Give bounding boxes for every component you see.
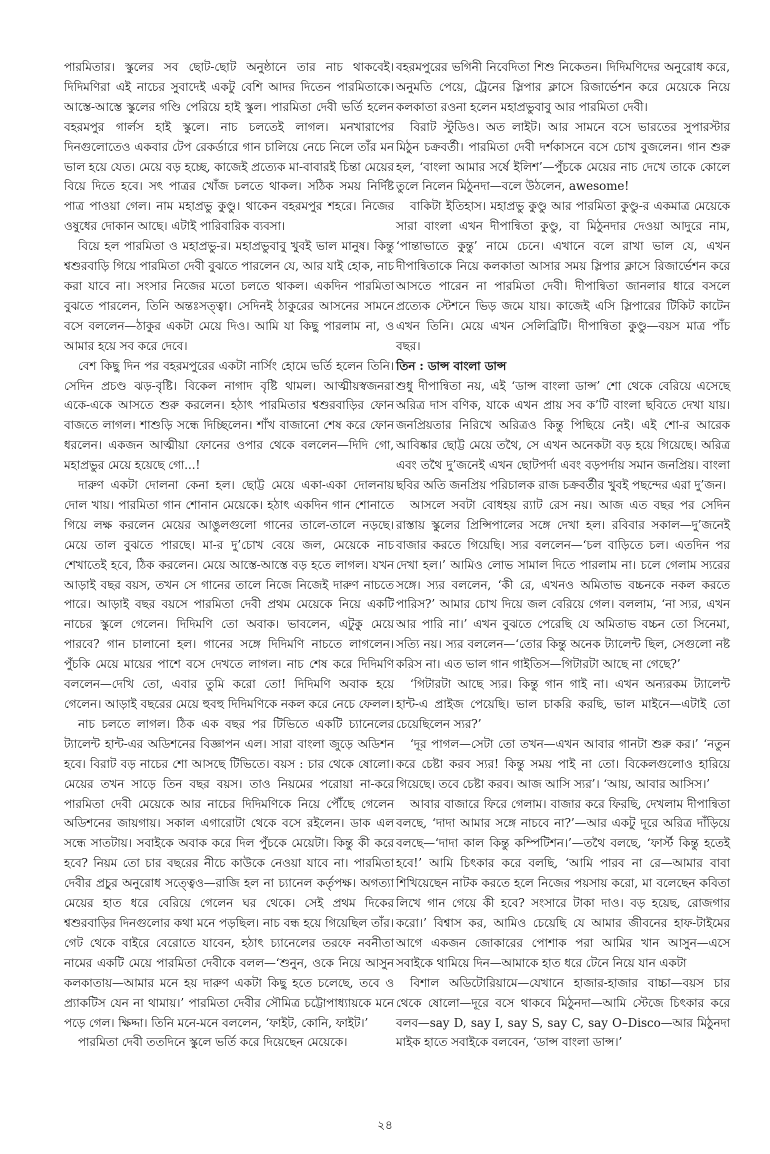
paragraph: আবার বাজারে ফিরে গেলাম। বাজার করে ফিরছি, দেখলাম দীপান্বিতা বলছে, ‘দাদা আমার সঙ্গে নাচবে না?’—আর একটু দূরে অরিত্র দাঁড়িয়ে বলছে—‘দাদা কাল কিন্তু কম্পিটিশন।’—তথৈ বলছে, ‘ফার্স্ট কিন্তু হতেই হবে!’ আমি চিৎকার করে বলছি, ‘আমি পারব না রে—আমার বাবা শিখিয়েছেন নাটক করতে হলে নিজের পয়সায় করো, মা বলেছেন কবিতা লিখে গান গেয়ে কী হবে? সংসারে টাকা দাও। বড় হয়েছ, রোজগার করো।’ বিশ্বাস কর, আমিও চেয়েছি যে আমার জীবনের হাফ-টাইমের আগে একজন জোকারের পোশাক পরা আমির খান আসুন—এসে সবাইকে থামিয়ে দিন—আমাকে হাত ধরে টেনে নিয়ে যান একটা xyxy=(396,796,730,970)
paragraph: ‘দূর পাগল—সেটা তো তখন—এখন আবার গানটা শুরু কর।’ ‘নতুন করে চেষ্টা করব স্যর! কিন্তু সময় পাই না তো। বিকেলগুলোও হারিয়ে গিয়েছে। তবে চেষ্টা করব। আজ আসি স্যর’। ‘আয়, আবার আসিস।’ xyxy=(396,736,730,791)
paragraph: নাচ চলতে লাগল। ঠিক এক বছর পর টিভিতে একটি চ্যানেলের ট্যালেন্ট হান্ট-এর অডিশনের বিজ্ঞাপন এল। সারা বাংলা জুড়ে অডিশন হবে। বিরাট বড় নাচের শো আসছে টিভিতে। বয়স : চার থেকে ষোলো। মেয়ের তখন সাড়ে তিন বছর বয়স। তাও নিয়মের পরোয়া না-করে পারমিতা দেবী মেয়েকে আর নাচের দিদিমণিকে নিয়ে পৌঁছে গেলেন অডিশনের জায়গায়। সকাল এগারোটা থেকে বসে রইলেন। ডাক এল সন্ধে সাতটায়। সবাইকে অবাক করে দিল পুঁচকে মেয়েটা। কিন্তু কী করে হবে? নিয়ম তো চার বছরের নীচে কাউকে নেওয়া যাবে না। পারমিতা দেবীর প্রচুর অনুরোধ সত্ত্বেও—রাজি হল না চ্যানেল কর্তৃপক্ষ। অগত্যা মেয়ের হাত ধরে বেরিয়ে গেলেন ঘর থেকে। সেই প্রথম দিকের শ্বশুরবাড়ির দিনগুলোর কথা মনে পড়ছিল। নাচ বন্ধ হয়ে গিয়েছিল তাঁর। গেট থেকে বাইরে বেরোতে যাবেন, হঠাৎ চ্যানেলের তরফে নবনীতা নামের একটি মেয়ে পারমিতা দেবীকে বলল—‘শুনুন, ওকে নিয়ে আসুন কলকাতায়—আমার মনে হয় দারুণ একটা কিছু হতে চলেছে, তবে ও প্র্যাকটিস যেন না থামায়।’ পারমিতা দেবীর সৌমিত্র চট্টোপাধ্যায়কে মনে পড়ে গেল। ক্ষিদ্দা। তিনি মনে-মনে বললেন, ‘ফাইট, কোনি, ফাইট।’ xyxy=(64,716,394,1030)
paragraph: শুধু দীপান্বিতা নয়, এই ‘ডান্স বাংলা ডান্স’ শো থেকে বেরিয়ে এসেছে অরিত্র দাস বণিক, যাকে এখন প্রায় সব ক’টি বাংলা ছবিতে দেখা যায়। জনপ্রিয়তার নিরিখে অরিত্রও কিন্তু পিছিয়ে নেই। এই শো-র আরেক আবিষ্কার ছোট্ট মেয়ে তথৈ, সে এখন অনেকটা বড় হয়ে গিয়েছে। অরিত্র এবং তথৈ দু’জনেই এখন ছোটপর্দা এবং বড়পর্দায় সমান জনপ্রিয়। বাংলা ছবির অতি জনপ্রিয় পরিচালক রাজ চক্রবর্তীর খুবই পছন্দের এরা দু’জন। xyxy=(396,378,730,493)
page-number: ২৪ xyxy=(377,1118,393,1132)
paragraph: ‘গিটারটা আছে স্যর। কিন্তু গান গাই না। এখন অন্যরকম ট্যালেন্ট হান্ট-এ প্রাইজ পেয়েছি। ভাল চাকরি করছি, ভাল মাইনে—এটাই তো চেয়েছিলেন স্যর?’ xyxy=(396,677,730,731)
paragraph: পারমিতার। স্কুলের সব ছোট-ছোট অনুষ্ঠানে তার নাচ থাকবেই। দিদিমণিরা এই নাচের সুবাদেই একটু বেশি আদর দিতেন পারমিতাকে। আস্তে-আস্তে স্কুলের গণ্ডি পেরিয়ে হাই স্কুল। পারমিতা দেবী ভর্তি হলেন বহরমপুর গার্লস হাই স্কুলে। নাচ চলতেই লাগল। মনখারাপের দিনগুলোতেও একবার টেপ রেকর্ডারে গান চালিয়ে নেচে নিলে তাঁর মন ভাল হয়ে যেত। মেয়ে বড় হচ্ছে, কাজেই প্রত্যেক মা-বাবারই চিন্তা মেয়ের বিয়ে দিতে হবে। সৎ পাত্রর খোঁজ চলতে থাকল। সঠিক সময় নির্দিষ্ট পাত্র পাওয়া গেল। নাম মহাপ্রভু কুণ্ডু। থাকেন বহরমপুর শহরে। নিজের ওষুধের দোকান আছে। এটাই পারিবারিক ব্যবসা। xyxy=(64,60,394,234)
right-text-column xyxy=(396,58,730,1053)
paragraph: বিরাট স্টুডিও। অত লাইট। আর সামনে বসে ভারতের সুপারস্টার মিঠুন চক্রবর্তী। পারমিতা দেবী দর্শকাসনে বসে চোখ বুজলেন। গান শুরু হল, ‘বাংলা আমার সর্ষে ইলিশ’—পুঁচকে মেয়ের নাচ দেখে তাকে কোলে তুলে নিলেন মিঠুনদা—বলে উঠলেন, awesome! xyxy=(396,119,730,194)
paragraph: দারুণ একটা দোলনা কেনা হল। ছোট্ট মেয়ে একা-একা দোলনায় দোল খায়। পারমিতা গান শোনান মেয়েকে। হঠাৎ একদিন গান শোনাতে গিয়ে লক্ষ করলেন মেয়ের আঙুলগুলো গানের তালে-তালে নড়ছে। মেয়ে তাল বুঝতে পারছে। মা-র দু’চোখ বেয়ে জল, মেয়েকে নাচ শেখাতেই হবে, ঠিক করলেন। মেয়ে আস্তে-আস্তে বড় হতে লাগল। যখন আড়াই বছর বয়স, তখন সে গানের তালে নিজে নিজেই দারুণ নাচতে পারে। আড়াই বছর বয়সে পারমিতা দেবী প্রথম মেয়েকে নিয়ে একটি নাচের স্কুলে গেলেন। দিদিমণি তো অবাক। ভাবলেন, এটুকু মেয়ে পারবে? গান চালানো হল। গানের সঙ্গে দিদিমণি নাচতে লাগলেন। পুঁচকি মেয়ে মায়ের পাশে বসে দেখতে লাগল। নাচ শেষ করে দিদিমণি বললেন—দেখি তো, এবার তুমি করো তো! দিদিমণি অবাক হয়ে গেলেন। আড়াই বছরের মেয়ে হুবহু দিদিমণিকে নকল করে নেচে ফেলল। xyxy=(64,478,394,711)
paragraph: পারমিতা দেবী ততদিনে স্কুলে ভর্তি করে দিয়েছেন মেয়েকে। xyxy=(78,1035,348,1050)
left-text-column xyxy=(64,58,394,1053)
paragraph: বিয়ে হল পারমিতা ও মহাপ্রভু-র। মহাপ্রভুবাবু খুবই ভাল মানুষ। কিন্তু শ্বশুরবাড়ি গিয়ে পারমিতা দেবী বুঝতে পারলেন যে, আর যাই হোক, নাচ করা যাবে না। সংসার নিজের মতো চলতে থাকল। একদিন পারমিতা বুঝতে পারলেন, তিনি অন্তঃসত্ত্বা। সেদিনই ঠাকুরের আসনের সামনে বসে বললেন—ঠাকুর একটা মেয়ে দিও। আমি যা কিছু পারলাম না, ও আমার হয়ে সব করে দেবে। xyxy=(64,239,394,353)
paragraph: আসলে সবটা বোধহয় র‍্যাট রেস নয়। আজ এত বছর পর সেদিন রাস্তায় স্কুলের প্রিন্সিপালের সঙ্গে দেখা হল। রবিবার সকাল—দু’জনেই বাজার করতে গিয়েছি। স্যর বললেন—‘চল বাড়িতে চল। এতদিন পর দেখা হল।’ আমিও লোভ সামাল দিতে পারলাম না। চলে গেলাম স্যরের সঙ্গে। স্যর বললেন, ‘কী রে, এখনও অমিতাভ বচ্চনকে নকল করতে পারিস?’ আমার চোখ দিয়ে জল বেরিয়ে গেল। বললাম, ‘না স্যর, এখন আর পারি না।’ এখন বুঝতে পেরেছি যে অমিতাভ বচ্চন তো সিনেমা, সত্যি নয়। স্যর বললেন—‘তোর কিন্তু অনেক ট্যালেন্ট ছিল, সেগুলো নষ্ট করিস না। এত ভাল গান গাইতিস—গিটারটা আছে না গেছে?’ xyxy=(396,497,730,672)
paragraph: বিশাল অডিটোরিয়ামে—যেখানে হাজার-হাজার বাচ্চা—বয়স চার থেকে ষোলো—দূরে বসে থাকবে মিঠুনদা—আমি স্টেজে চিৎকার করে বলব—say D, say I, say S, say C, say O–Disco—আর মিঠুনদা মাইক হাতে সবাইকে বলবেন, ‘ডান্স বাংলা ডান্স।’ xyxy=(396,975,730,1050)
paragraph: বাকিটা ইতিহাস। মহাপ্রভু কুণ্ডু আর পারমিতা কুণ্ডু-র একমাত্র মেয়েকে সারা বাংলা এখন দীপান্বিতা কুণ্ডু, বা মিঠুনদার দেওয়া আদুরে নাম, ‘পান্তাভাতে কুন্তু’ নামে চেনে। এখানে বলে রাখা ভাল যে, এখন দীপান্বিতাকে নিয়ে কলকাতা আসার সময় স্লিপার ক্লাসে রিজার্ভেশন করে আসতে পারেন না পারমিতা দেবী। দীপান্বিতা জানলার ধারে বসলে প্রত্যেক স্টেশনে ভিড় জমে যায়। কাজেই এসি স্লিপারের টিকিট কাটেন এখন তিনি। মেয়ে এখন সেলিব্রিটি। দীপান্বিতা কুণ্ডু—বয়স মাত্র পাঁচ বছর। xyxy=(396,199,730,353)
paragraph: বহরমপুরের ভগিনী নিবেদিতা শিশু নিকেতন। দিদিমণিদের অনুরোধ করে, অনুমতি পেয়ে, ট্রেনের স্লিপার ক্লাসে রিজার্ভেশন করে মেয়েকে নিয়ে কলকাতা রওনা হলেন মহাপ্রভুবাবু আর পারমিতা দেবী। xyxy=(396,60,730,114)
paragraph: বেশ কিছু দিন পর বহরমপুরের একটা নার্সিং হোমে ভর্তি হলেন তিনি। সেদিন প্রচণ্ড ঝড়-বৃষ্টি। বিকেল নাগাদ বৃষ্টি থামল। আত্মীয়স্বজনরা একে-একে আসতে শুরু করলেন। হঠাৎ পারমিতার শ্বশুরবাড়ির ফোন বাজতে লাগল। শাশুড়ি সন্ধে দিচ্ছিলেন। শাঁখ বাজানো শেষ করে ফোন ধরলেন। একজন আত্মীয়া ফোনের ওপার থেকে বললেন—দিদি গো, মহাপ্রভুর মেয়ে হয়েছে গো...! xyxy=(64,358,394,473)
section-heading: তিন : ডান্স বাংলা ডান্স xyxy=(396,358,507,373)
